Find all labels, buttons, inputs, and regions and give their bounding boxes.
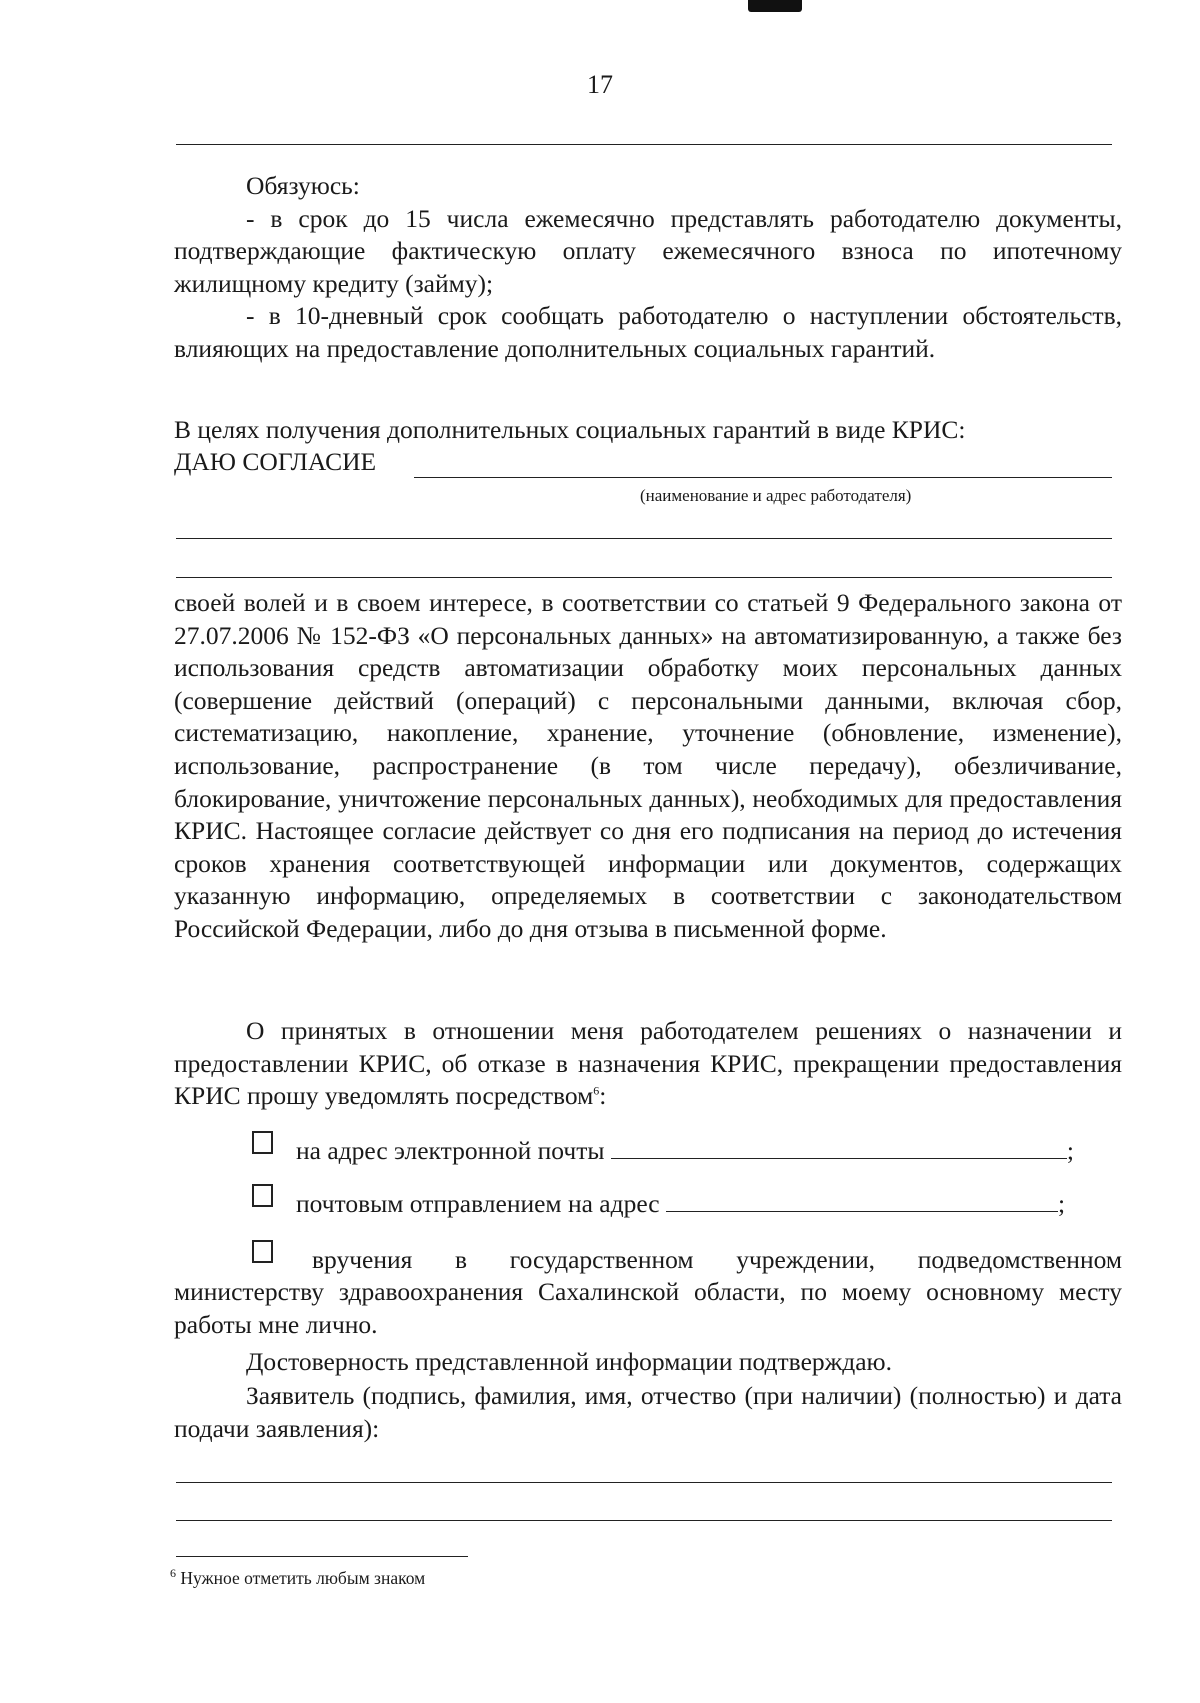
page-number: 17 — [587, 70, 613, 99]
notification-text: О принятых в отношении меня работодателем решениях о назначении и предоставлении КРИС, об отказе в назначения КРИС, прекращении предоставления КРИС прошу уведомлять посредством$^6$: — [174, 1016, 1122, 1111]
email-checkbox[interactable] — [252, 1131, 273, 1154]
commitments-block — [174, 170, 1122, 366]
post-option: почтовым отправлением на адрес ; — [296, 1189, 1066, 1218]
hand-delivery-checkbox[interactable] — [252, 1240, 273, 1263]
consent-body: своей волей и в своем интересе, в соответствии со статьей 9 Федерального закона от 27.07.2006 № 152-ФЗ «О персональных данных» на автоматизированную, а также без использования средств автоматизации обработку моих персональных данных (совершение действий (операций) с персональными данными, включая сбор, систематизацию, накопление, хранение, уточнение (обновление, изменение), использование, распространение (в том числе передачу), обезличивание, блокирование, уничтожение персональных данных), необходимых для предоставления КРИС. Настоящее согласие действует со дня его подписания на период до истечения сроков хранения соответствующей информации или документов, содержащих указанную информацию, определяемых в соответствии с законодательством Российской Федерации, либо до дня отзыва в письменной форме. — [174, 588, 1122, 943]
commitment-item-2: - в 10-дневный срок сообщать работодателю о наступлении обстоятельств, влияющих на предоставление дополнительных социальных гарантий. — [174, 301, 1122, 363]
hand-delivery-option-first: вручения в государственном учреждении, подведомственном — [312, 1245, 1122, 1274]
signature-field-2[interactable] — [176, 1520, 1112, 1521]
footnote-text: Нужное отметить любым знаком — [180, 1568, 426, 1588]
employer-field-caption: (наименование и адрес работодателя) — [640, 486, 912, 505]
footnote-reference: 6 — [593, 1083, 600, 1098]
scan-artifact — [748, 0, 802, 12]
footnote-separator — [176, 1556, 468, 1557]
applicant-text: Заявитель (подпись, фамилия, имя, отчество (при наличии) (полностью) и дата подачи заявления): — [174, 1381, 1122, 1443]
header-rule — [176, 144, 1112, 145]
commitment-item-1: - в срок до 15 числа ежемесячно представлять работодателю документы, подтверждающие фактическую оплату ежемесячного взноса по ипотечному жилищному кредиту (займу); — [174, 203, 1122, 298]
commitments-intro: Обязуюсь: — [246, 171, 360, 200]
email-option: на адрес электронной почты ; — [296, 1136, 1074, 1165]
employer-address-field-1[interactable] — [176, 538, 1112, 539]
footnote — [170, 1568, 425, 1589]
post-checkbox[interactable] — [252, 1184, 273, 1207]
email-field[interactable] — [611, 1134, 1067, 1159]
signature-field-1[interactable] — [176, 1482, 1112, 1483]
footnote-number: 6 — [170, 1566, 176, 1581]
postal-address-field[interactable] — [666, 1187, 1058, 1212]
confirmation-text: Достоверность представленной информации подтверждаю. — [246, 1347, 892, 1376]
consent-label: ДАЮ СОГЛАСИЕ — [174, 447, 377, 476]
employer-address-field-2[interactable] — [176, 577, 1112, 578]
employer-name-field[interactable] — [414, 477, 1112, 478]
consent-purpose: В целях получения дополнительных социальных гарантий в виде КРИС: — [174, 415, 966, 444]
hand-delivery-option-rest: министерству здравоохранения Сахалинской области, по моему основному месту работы мне лично. — [174, 1277, 1122, 1339]
